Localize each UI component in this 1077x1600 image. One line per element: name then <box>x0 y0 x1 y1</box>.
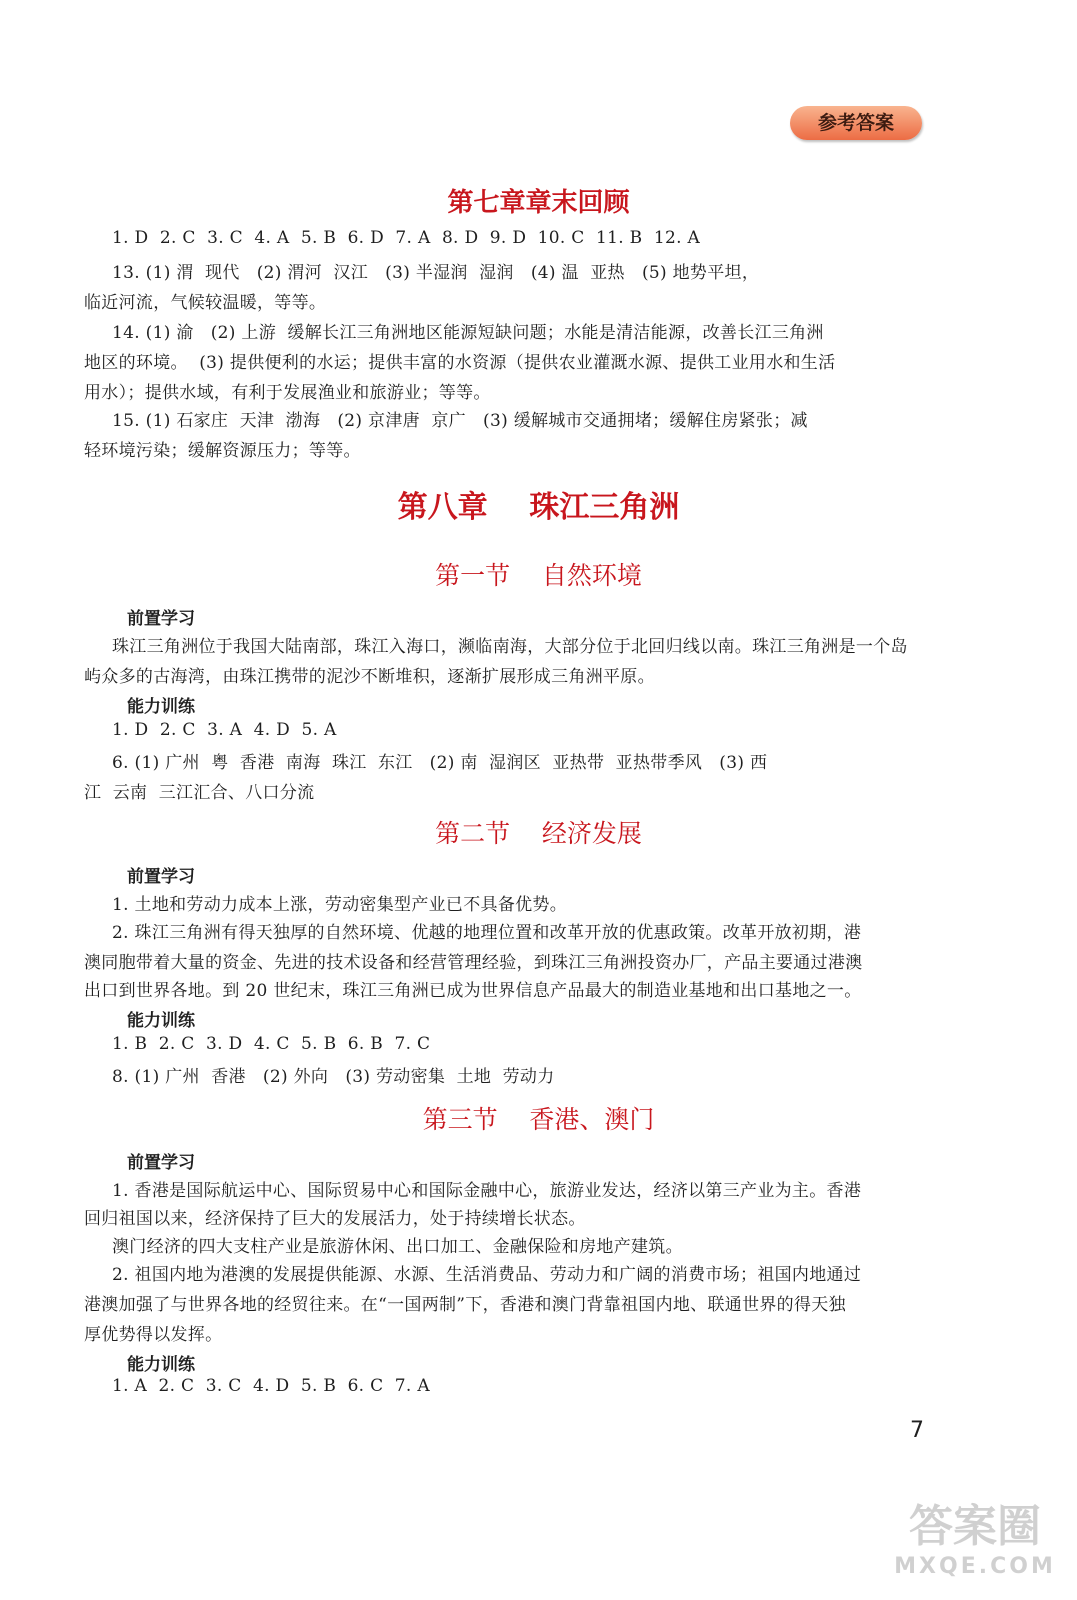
s2-abl-line: 1. B 2. C 3. D 4. C 5. B 6. B 7. C <box>112 1034 431 1054</box>
s1-abl-line: 1. D 2. C 3. A 4. D 5. A <box>112 720 337 740</box>
ability-training-label: 能力训练 <box>127 697 195 717</box>
s2-abl-line: 8. (1) 广州 香港 (2) 外向 (3) 劳动密集 土地 劳动力 <box>112 1067 555 1087</box>
s1-pre-line: 屿众多的古海湾，由珠江携带的泥沙不断堆积，逐渐扩展形成三角洲平原。 <box>84 667 655 687</box>
page-number: 7 <box>910 1418 924 1443</box>
ch7-line: 14. (1) 渝 (2) 上游 缓解长江三角洲地区能源短缺问题；水能是清洁能源，改善长江三角洲 <box>112 323 824 343</box>
ch7-line: 13. (1) 渭 现代 (2) 渭河 汉江 (3) 半湿润 湿润 (4) 温 亚热 (5) 地势平坦， <box>112 263 760 283</box>
watermark-top: 答案圈 <box>909 1501 1041 1552</box>
reference-answer-badge: 参考答案 <box>790 106 922 140</box>
chapter8-title: 第八章 珠江三角洲 <box>397 490 680 525</box>
section1-title: 第一节 自然环境 <box>435 561 642 590</box>
s2-pre-line: 1. 土地和劳动力成本上涨，劳动密集型产业已不具备优势。 <box>112 895 568 915</box>
s3-pre-line: 厚优势得以发挥。 <box>84 1325 223 1345</box>
section3-title: 第三节 香港、澳门 <box>422 1105 655 1134</box>
s3-pre-line: 2. 祖国内地为港澳的发展提供能源、水源、生活消费品、劳动力和广阔的消费市场；祖国内地通过 <box>112 1265 862 1285</box>
s1-pre-line: 珠江三角洲位于我国大陆南部，珠江入海口，濒临南海，大部分位于北回归线以南。珠江三角洲是一个岛 <box>112 637 908 657</box>
s3-pre-line: 港澳加强了与世界各地的经贸往来。在“一国两制”下，香港和澳门背靠祖国内地、联通世界的得天独 <box>84 1295 846 1315</box>
ability-training-label: 能力训练 <box>127 1011 195 1031</box>
ch7-line: 轻环境污染；缓解资源压力；等等。 <box>84 441 361 461</box>
section2-title: 第二节 经济发展 <box>435 819 642 848</box>
preview-study-label: 前置学习 <box>127 1153 195 1173</box>
ch7-line: 用水）；提供水域，有利于发展渔业和旅游业；等等。 <box>84 383 491 403</box>
ch7-line: 1. D 2. C 3. C 4. A 5. B 6. D 7. A 8. D 9. D 10. C 11. B 12. A <box>112 228 701 248</box>
ch7-line: 临近河流，气候较温暖，等等。 <box>84 293 327 313</box>
s3-pre-line: 回归祖国以来，经济保持了巨大的发展活力，处于持续增长状态。 <box>84 1209 586 1229</box>
chapter7-review-title: 第七章章末回顾 <box>447 188 630 218</box>
s2-pre-line: 2. 珠江三角洲有得天独厚的自然环境、优越的地理位置和改革开放的优惠政策。改革开放初期，港 <box>112 923 862 943</box>
ability-training-label: 能力训练 <box>127 1355 195 1375</box>
s1-abl-line: 江 云南 三江汇合、八口分流 <box>84 783 315 803</box>
s2-pre-line: 澳同胞带着大量的资金、先进的技术设备和经营管理经验，到珠江三角洲投资办厂，产品主要通过港澳 <box>84 953 863 973</box>
s3-pre-line: 1. 香港是国际航运中心、国际贸易中心和国际金融中心，旅游业发达，经济以第三产业为主。香港 <box>112 1181 862 1201</box>
ch7-line: 地区的环境。 (3) 提供便利的水运；提供丰富的水资源（提供农业灌溉水源、提供工业用水和生活 <box>84 353 836 373</box>
preview-study-label: 前置学习 <box>127 609 195 629</box>
s1-abl-line: 6. (1) 广州 粤 香港 南海 珠江 东江 (2) 南 湿润区 亚热带 亚热带季风 (3) 西 <box>112 753 768 773</box>
ch7-line: 15. (1) 石家庄 天津 渤海 (2) 京津唐 京广 (3) 缓解城市交通拥堵；缓解住房紧张；减 <box>112 411 808 431</box>
s3-pre-line: 澳门经济的四大支柱产业是旅游休闲、出口加工、金融保险和房地产建筑。 <box>112 1237 683 1257</box>
preview-study-label: 前置学习 <box>127 867 195 887</box>
watermark-bottom: MXQE.COM <box>894 1554 1056 1579</box>
s2-pre-line: 出口到世界各地。到 20 世纪末，珠江三角洲已成为世界信息产品最大的制造业基地和出口基地之一。 <box>84 981 862 1001</box>
watermark-logo <box>880 1500 1070 1595</box>
s3-abl-line: 1. A 2. C 3. C 4. D 5. B 6. C 7. A <box>112 1376 430 1396</box>
